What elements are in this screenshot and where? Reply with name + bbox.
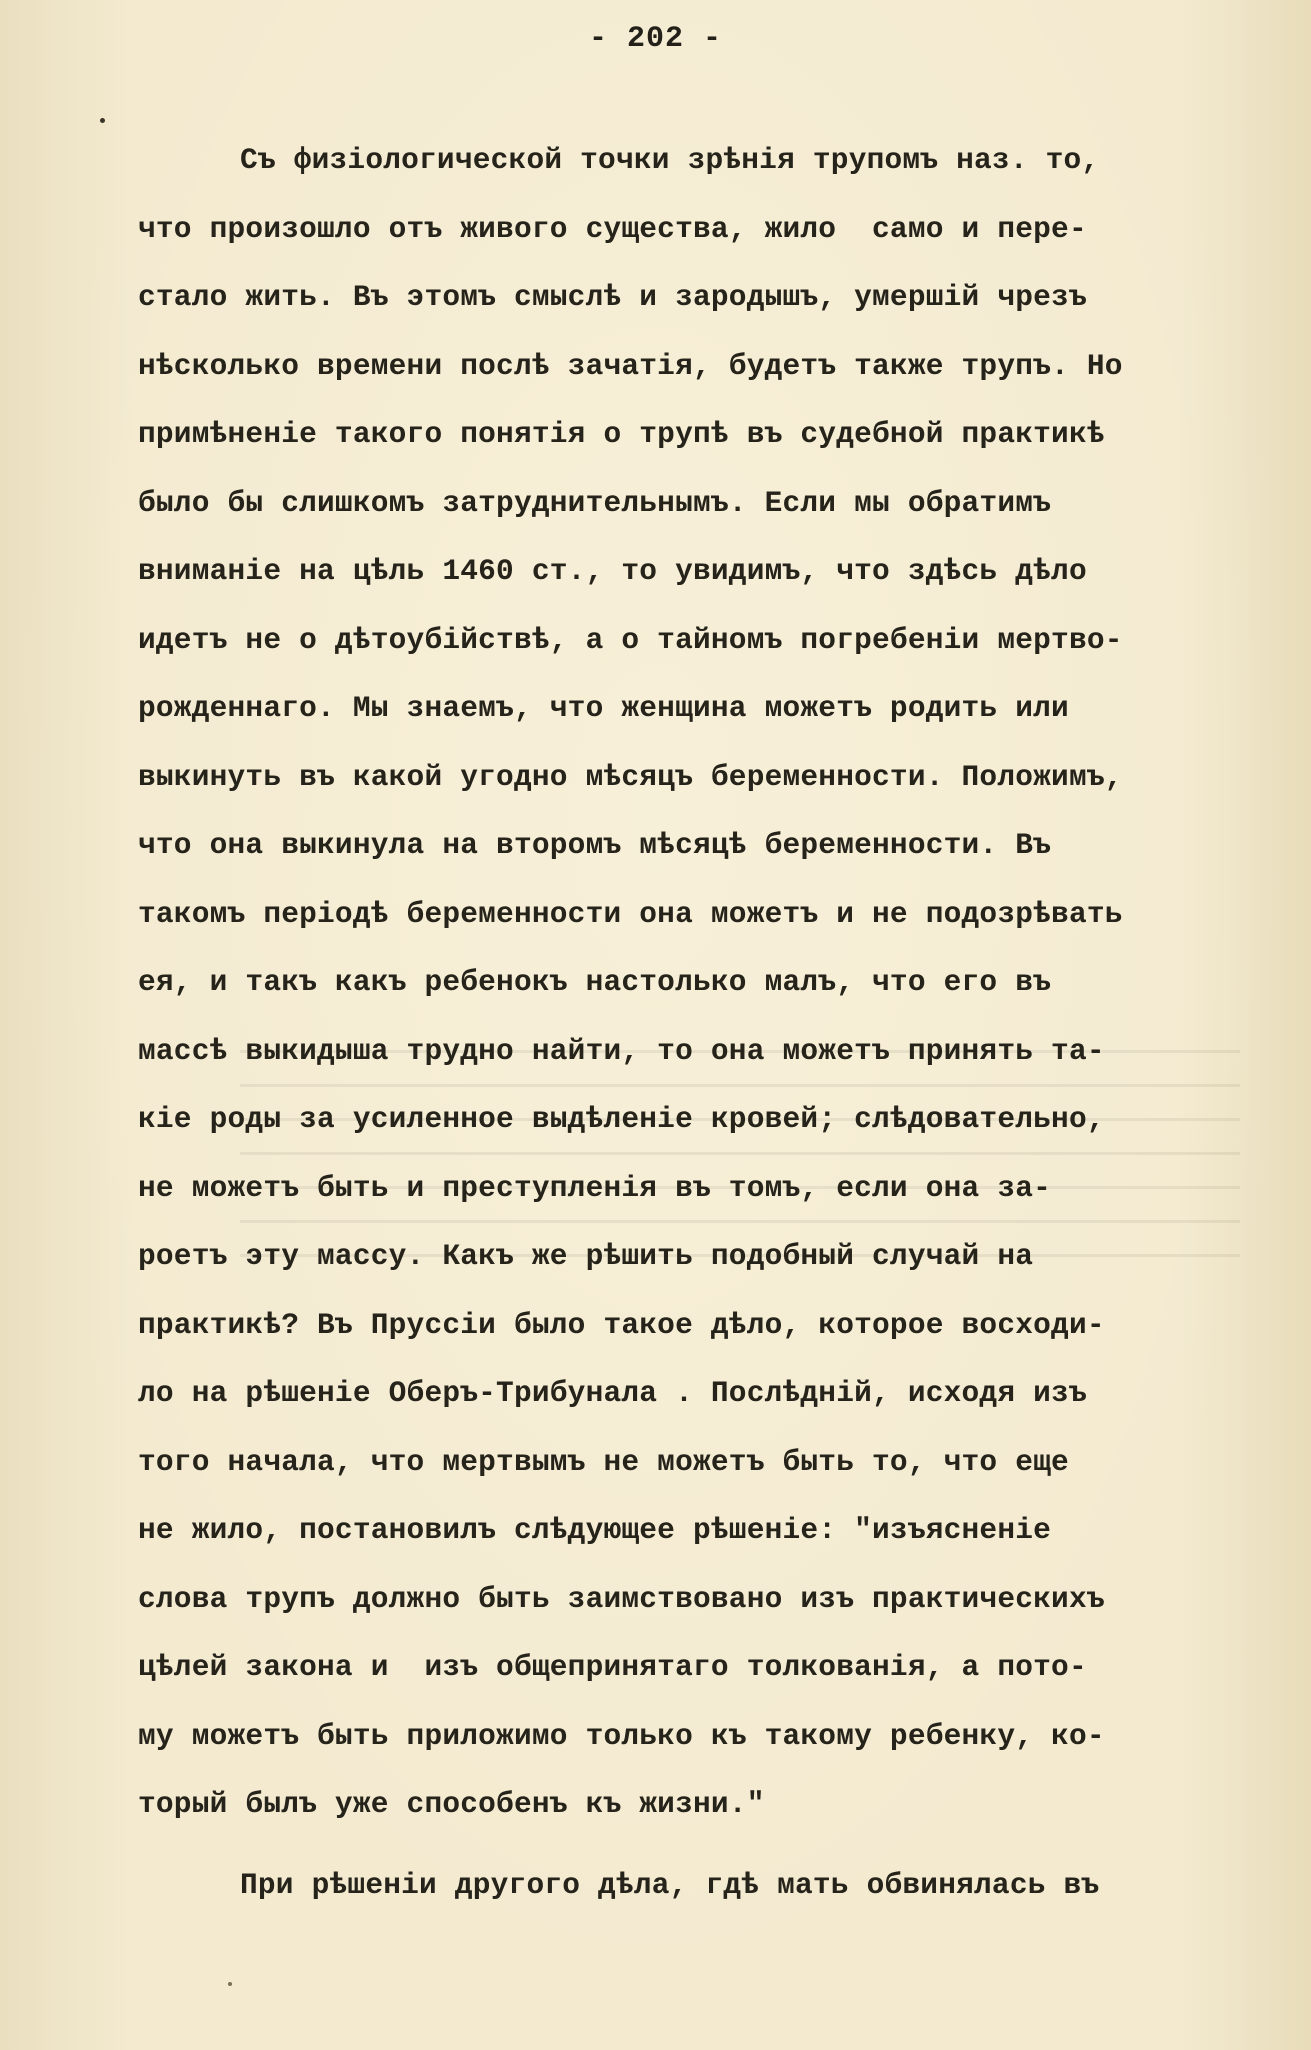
typewritten-text xyxy=(138,126,1278,1919)
text-line: что произошло отъ живого существа, жило само и пере- xyxy=(138,211,1087,246)
text-line: стало жить. Въ этомъ смыслѣ и зародышъ, умершій чрезъ xyxy=(138,280,1087,314)
text-line: идетъ не о дѣтоубійствѣ, а о тайномъ погребеніи мертво- xyxy=(138,622,1123,657)
paragraph-1 xyxy=(138,126,1278,1839)
text-line: не жило, постановилъ слѣдующее рѣшеніе: "изъясненіе xyxy=(138,1513,1052,1547)
text-line: того начала, что мертвымъ не можетъ быть то, что еще xyxy=(138,1444,1069,1479)
text-line: массѣ выкидыша трудно найти, то она можетъ принять та- xyxy=(138,1033,1105,1068)
text-line: цѣлей закона и изъ общепринятаго толкованія, а пото- xyxy=(138,1650,1087,1684)
text-line: было бы слишкомъ затруднительнымъ. Если мы обратимъ xyxy=(138,485,1052,520)
paragraph-2 xyxy=(138,1851,1278,1920)
text-line: нѣсколько времени послѣ зачатія, будетъ также трупъ. Но xyxy=(138,348,1123,383)
text-line: роетъ эту массу. Какъ же рѣшить подобный случай на xyxy=(138,1239,1034,1273)
text-line: вниманіе на цѣль 1460 ст., то увидимъ, что здѣсь дѣло xyxy=(138,554,1087,588)
text-line: му можетъ быть приложимо только къ такому ребенку, ко- xyxy=(138,1718,1105,1753)
text-line: такомъ періодѣ беременности она можетъ и не подозрѣвать xyxy=(138,896,1123,931)
text-line: выкинуть въ какой угодно мѣсяцъ беременности. Положимъ, xyxy=(138,759,1123,794)
text-line: примѣненіе такого понятія о трупѣ въ судебной практикѣ xyxy=(138,417,1105,451)
text-line: При рѣшеніи другого дѣла, гдѣ мать обвинялась въ xyxy=(240,1867,1100,1902)
page-number: - 202 - xyxy=(588,22,723,56)
ink-speck xyxy=(100,118,105,123)
text-line: не можетъ быть и преступленія въ томъ, если она за- xyxy=(138,1170,1052,1205)
text-line: ея, и такъ какъ ребенокъ настолько малъ, что его въ xyxy=(138,965,1052,999)
text-line: торый былъ уже способенъ къ жизни." xyxy=(138,1787,765,1821)
text-line: рожденнаго. Мы знаемъ, что женщина можетъ родить или xyxy=(138,691,1069,725)
text-line: слова трупъ должно быть заимствовано изъ практическихъ xyxy=(138,1581,1105,1616)
text-line: практикѣ? Въ Пруссіи было такое дѣло, которое восходи- xyxy=(138,1307,1105,1342)
text-line: что она выкинула на второмъ мѣсяцѣ беременности. Въ xyxy=(138,828,1052,862)
text-line: ло на рѣшеніе Оберъ-Трибунала . Послѣдній, исходя изъ xyxy=(138,1376,1087,1410)
ink-speck xyxy=(228,1982,232,1986)
text-line: Съ физіологической точки зрѣнія трупомъ наз. то, xyxy=(240,143,1100,177)
text-line: кіе роды за усиленное выдѣленіе кровей; слѣдовательно, xyxy=(138,1102,1105,1136)
